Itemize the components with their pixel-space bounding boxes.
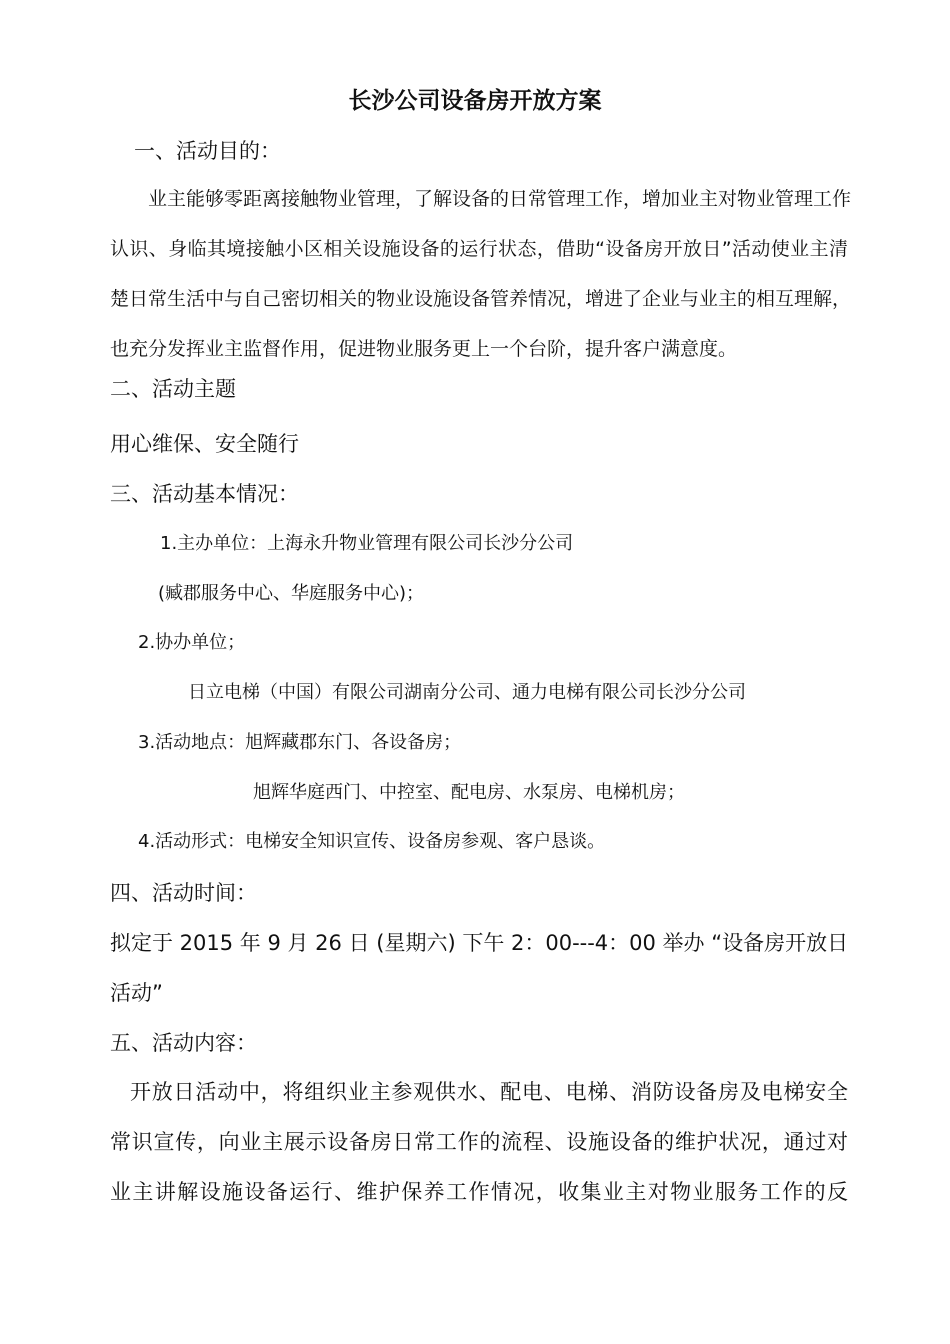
- section-4-heading: 四、活动时间：: [110, 881, 257, 905]
- organizer-note: (臧郡服务中心、华庭服务中心)；: [158, 583, 425, 604]
- section-1-paragraph-line: 业主能够零距离接触物业管理，了解设备的日常管理工作，增加业主对物业管理工作: [148, 188, 852, 210]
- section-5-paragraph-line: 开放日活动中，将组织业主参观供水、配电、电梯、消防设备房及电梯安全: [130, 1080, 848, 1104]
- schedule-line: 活动”: [110, 981, 163, 1005]
- section-2-heading: 二、活动主题: [110, 377, 236, 401]
- section-1-paragraph-line: 楚日常生活中与自己密切相关的物业设施设备管养情况，增进了企业与业主的相互理解，: [110, 288, 852, 310]
- section-1-heading: 一、活动目的：: [134, 139, 281, 163]
- format-item: 4.活动形式：电梯安全知识宣传、设备房参观、客户恳谈。: [138, 831, 606, 852]
- venue-list: 旭辉华庭西门、中控室、配电房、水泵房、电梯机房；: [253, 782, 685, 803]
- section-5-paragraph-line: 业主讲解设施设备运行、维护保养工作情况，收集业主对物业服务工作的反: [110, 1180, 848, 1204]
- co-organizer-item: 2.协办单位；: [138, 632, 246, 653]
- section-5-heading: 五、活动内容：: [110, 1031, 257, 1055]
- co-organizer-list: 日立电梯（中国）有限公司湖南分公司、通力电梯有限公司长沙分公司: [188, 682, 746, 703]
- section-1-paragraph-line: 认识、身临其境接触小区相关设施设备的运行状态，借助“设备房开放日”活动使业主清: [110, 238, 848, 260]
- section-3-heading: 三、活动基本情况：: [110, 482, 299, 506]
- venue-item: 3.活动地点：旭辉藏郡东门、各设备房；: [138, 732, 462, 753]
- section-1-paragraph-line: 也充分发挥业主监督作用，促进物业服务更上一个台阶，提升客户满意度。: [110, 338, 738, 360]
- organizer-item: 1.主办单位：上海永升物业管理有限公司长沙分公司: [160, 533, 574, 554]
- document-title: 长沙公司设备房开放方案: [348, 88, 602, 114]
- activity-theme: 用心维保、安全随行: [110, 432, 299, 456]
- section-5-paragraph-line: 常识宣传，向业主展示设备房日常工作的流程、设施设备的维护状况，通过对: [110, 1130, 848, 1154]
- schedule-line: 拟定于 2015 年 9 月 26 日 (星期六) 下午 2：00---4：00 举办 “设备房开放日: [110, 931, 849, 955]
